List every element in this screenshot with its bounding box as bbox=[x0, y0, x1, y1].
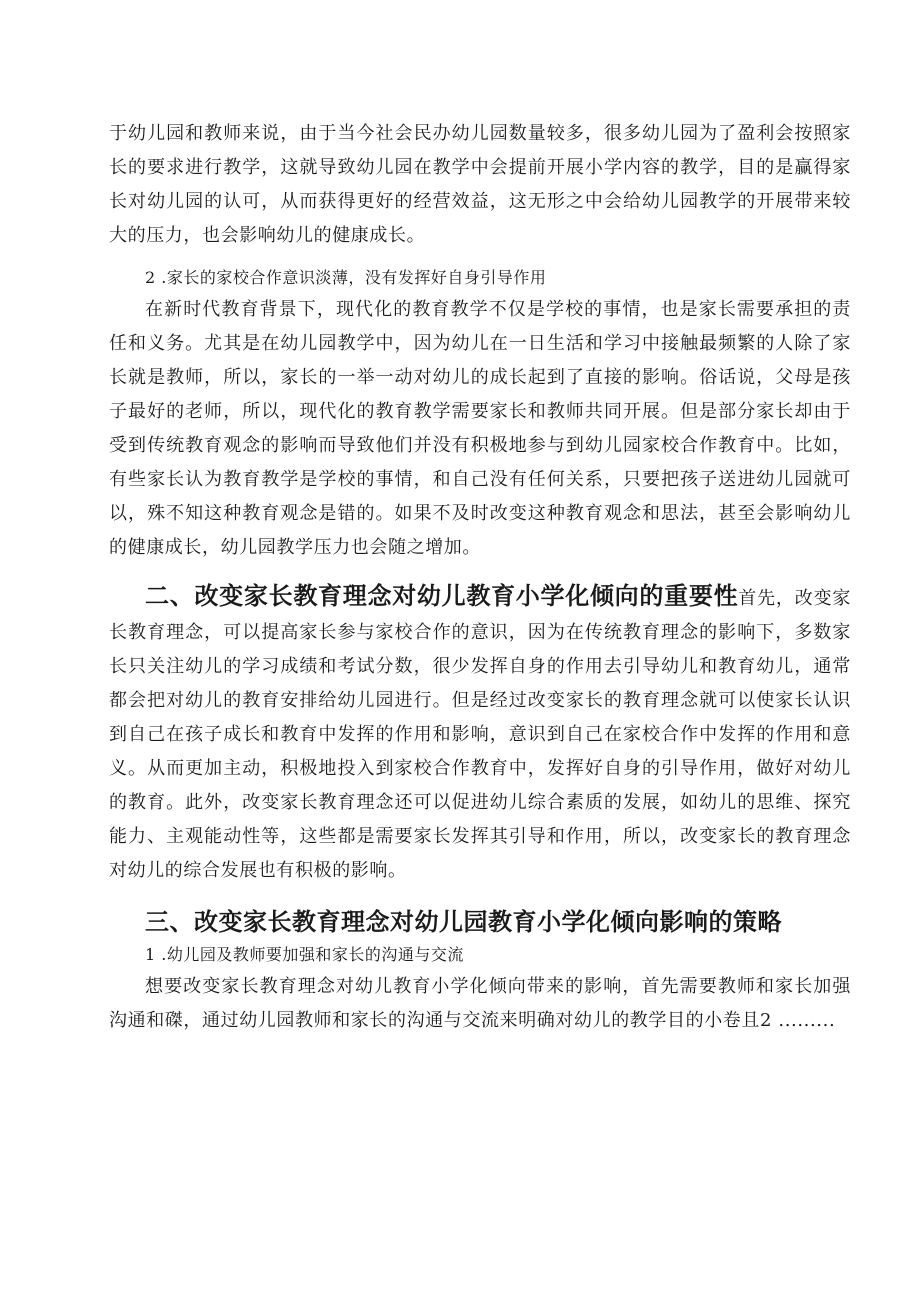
section-2-paragraph: 首先，改变家长教育理念，可以提高家长参与家校合作的意识，因为在传统教育理念的影响下，多数家长只关注幼儿的学习成绩和考试分数，很少发挥自身的作用去引导幼儿和教育幼儿，通常都会把对幼儿的教育安排给幼儿园进行。但是经过改变家长的教育理念就可以使家长认识到自己在孩子成长和教育中发挥的作用和影响，意识到自己在家校合作中发挥的作用和意义。从而更加主动，积极地投入到家校合作教育中，发挥好自身的引导作用，做好对幼儿的教育。此外，改变家长教育理念还可以促进幼儿综合素质的发展，如幼儿的思维、探究能力、主观能动性等，这些都是需要家长发挥其引导和作用，所以，改变家长的教育理念对幼儿的综合发展也有积极的影响。 bbox=[109, 588, 851, 881]
spacer bbox=[109, 253, 851, 263]
intro-paragraph: 于幼儿园和教师来说，由于当今社会民办幼儿园数量较多，很多幼儿园为了盈利会按照家长的要求进行教学，这就导致幼儿园在教学中会提前开展小学内容的教学，目的是赢得家长对幼儿园的认可，从而获得更好的经营效益，这无形之中会给幼儿园教学的开展带来较大的压力，也会影响幼儿的健康成长。 bbox=[109, 123, 851, 246]
subheading-3-1: 1 .幼儿园及教师要加强和家长的沟通与交流 bbox=[145, 945, 464, 964]
spacer bbox=[109, 888, 851, 904]
paragraph-3-1: 想要改变家长教育理念对幼儿教育小学化倾向带来的影响，首先需要教师和家长加强沟通和磔，通过幼儿园教师和家长的沟通与交流来明确对幼儿的教学目的小卷且2 ......... bbox=[109, 976, 851, 1031]
document-page bbox=[109, 117, 851, 1038]
section-2-heading: 二、改变家长教育理念对幼儿教育小学化倾向的重要性 bbox=[145, 582, 739, 610]
paragraph-2: 在新时代教育背景下，现代化的教育教学不仅是学校的事情，也是家长需要承担的责任和义务。尤其是在幼儿园教学中，因为幼儿在一日生活和学习中接触最频繁的人除了家长就是教师，所以，家长的一举一动对幼儿的成长起到了直接的影响。俗话说，父母是孩子最好的老师，所以，现代化的教育教学需要家长和教师共同开展。但是部分家长却由于受到传统教育观念的影响而导致他们并没有积极地参与到幼儿园家校合作教育中。比如，有些家长认为教育教学是学校的事情，和自己没有任何关系，只要把孩子送进幼儿园就可以，殊不知这种教育观念是错的。如果不及时改变这种教育观念和思法，甚至会影响幼儿的健康成长，幼儿园教学压力也会随之增加。 bbox=[109, 299, 851, 558]
subheading-2: 2 .家长的家校合作意识淡薄，没有发挥好自身引导作用 bbox=[145, 268, 547, 287]
section-3-heading: 三、改变家长教育理念对幼儿园教育小学化倾向影响的策略 bbox=[145, 908, 782, 936]
spacer bbox=[109, 565, 851, 579]
section-2-block bbox=[109, 579, 851, 888]
